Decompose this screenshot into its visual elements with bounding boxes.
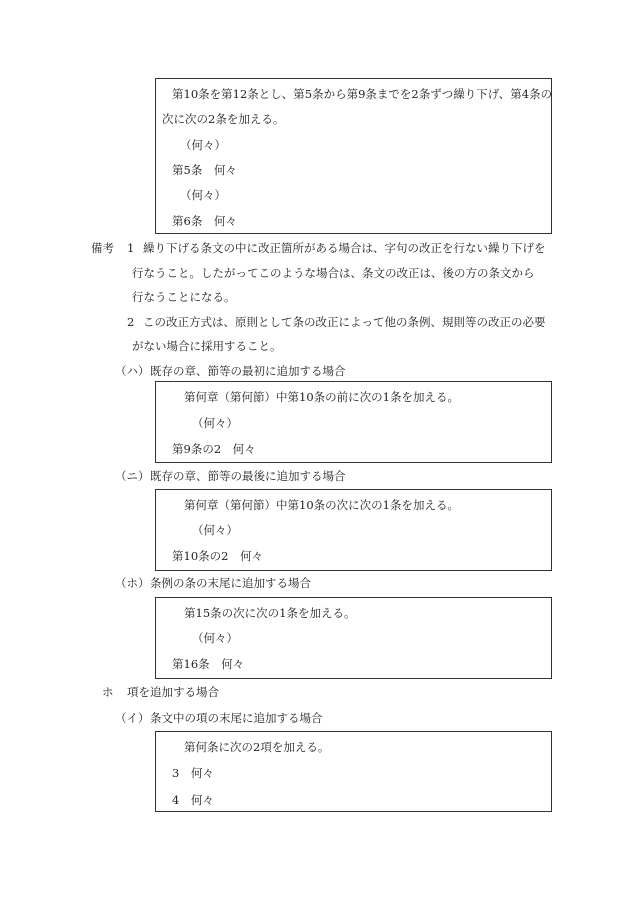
remarks-label: 備考 bbox=[91, 241, 114, 255]
box1-line1: 第10条を第12条とし、第5条から第9条までを2条ずつ繰り下げ、第4条の bbox=[172, 87, 553, 101]
section-ni-box-article: 第10条の2 何々 bbox=[172, 549, 263, 563]
section-ha-heading: 既存の章、節等の最初に追加する場合 bbox=[150, 364, 346, 378]
section-ni-marker: （ニ） bbox=[115, 469, 150, 483]
remarks-item1-number: 1 bbox=[127, 241, 135, 255]
remarks-item1-line2: 行なうこと。したがってこのような場合は、条文の改正は、後の方の条文から bbox=[132, 266, 535, 280]
box1-line2: 次に次の2条を加える。 bbox=[162, 112, 285, 126]
section-i-box-item1: 3 何々 bbox=[172, 766, 214, 780]
section-ho-marker: （ホ） bbox=[115, 576, 150, 590]
section-ha-box-caption: （何々） bbox=[192, 416, 238, 430]
remarks-item2-line2: がない場合に採用すること。 bbox=[132, 339, 282, 353]
section-ho-box-article: 第16条 何々 bbox=[172, 657, 245, 671]
section-ho-heading: 条例の条の末尾に追加する場合 bbox=[150, 576, 311, 590]
section-ha-box-article: 第9条の2 何々 bbox=[172, 442, 256, 456]
section-ni-box-caption: （何々） bbox=[192, 523, 238, 537]
remarks-item1-line1: 繰り下げる条文の中に改正箇所がある場合は、字句の改正を行ない繰り下げを bbox=[143, 241, 546, 255]
box1-article1: 第5条 何々 bbox=[172, 163, 237, 177]
section-ha-marker: （ハ） bbox=[115, 364, 150, 378]
section-ho-main-marker: ホ bbox=[102, 685, 114, 699]
section-ha-box-line1: 第何章（第何節）中第10条の前に次の1条を加える。 bbox=[184, 390, 459, 404]
section-i-marker: （イ） bbox=[115, 711, 150, 725]
section-i-box-item2: 4 何々 bbox=[172, 793, 214, 807]
section-i-box-line1: 第何条に次の2項を加える。 bbox=[184, 740, 330, 754]
section-ho-box-line1: 第15条の次に次の1条を加える。 bbox=[184, 606, 356, 620]
remarks-item1-line3: 行なうことになる。 bbox=[132, 290, 236, 304]
remarks-item2-line1: この改正方式は、原則として条の改正によって他の条例、規則等の改正の必要 bbox=[143, 315, 546, 329]
section-ni-box-line1: 第何章（第何節）中第10条の次に次の1条を加える。 bbox=[184, 498, 459, 512]
remarks-item2-number: 2 bbox=[127, 315, 135, 329]
box1-caption2: （何々） bbox=[180, 188, 226, 202]
box1-caption1: （何々） bbox=[180, 138, 226, 152]
section-ho-box-caption: （何々） bbox=[192, 631, 238, 645]
section-i-heading: 条文中の項の末尾に追加する場合 bbox=[150, 711, 323, 725]
section-ho-main-heading: 項を追加する場合 bbox=[127, 685, 219, 699]
example-box-renumber bbox=[155, 78, 552, 234]
box1-article2: 第6条 何々 bbox=[172, 214, 237, 228]
section-ni-heading: 既存の章、節等の最後に追加する場合 bbox=[150, 469, 346, 483]
